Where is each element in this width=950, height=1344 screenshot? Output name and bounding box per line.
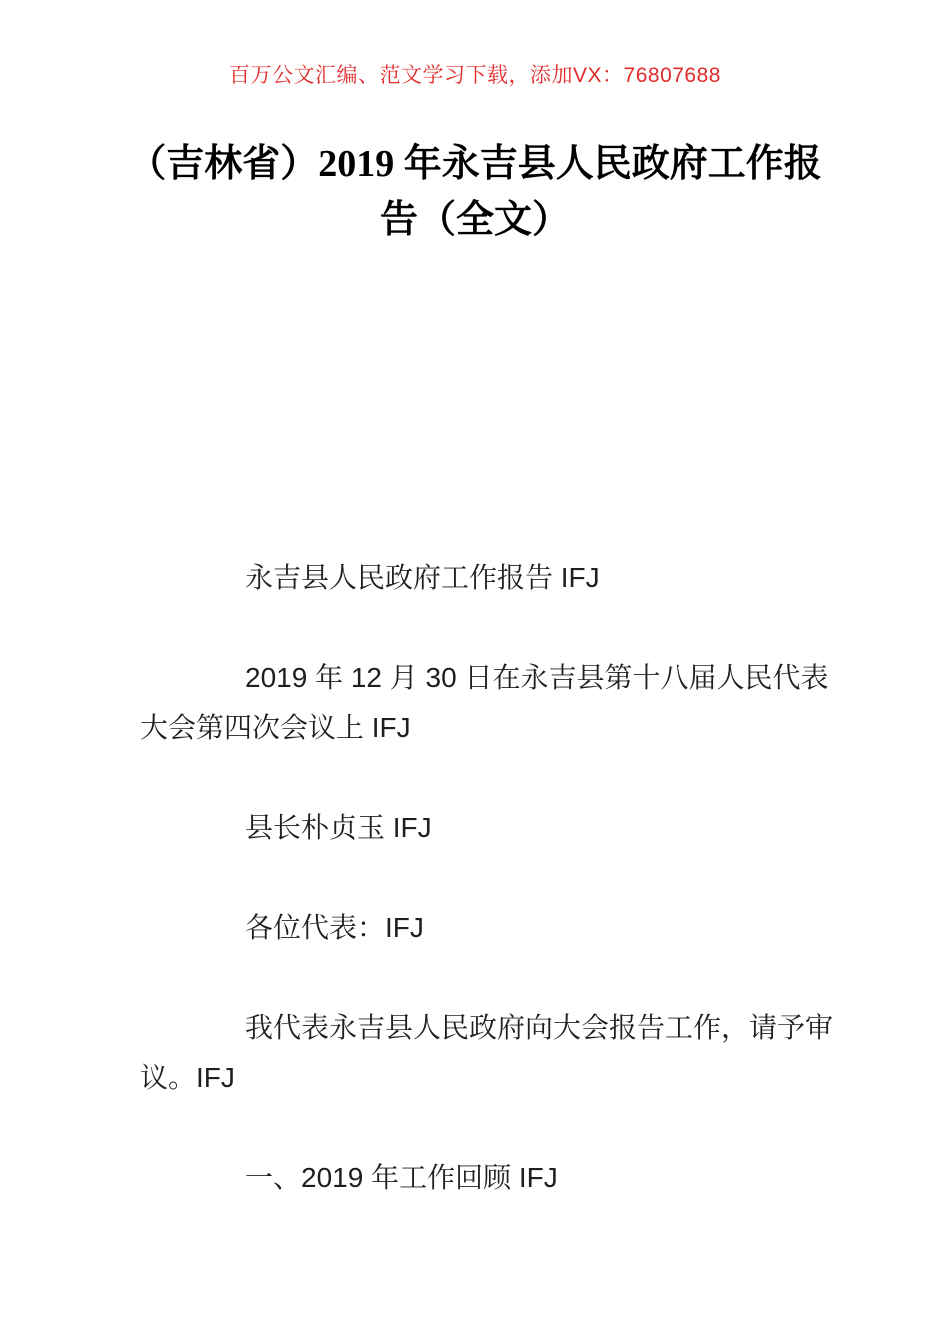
paragraph-line: 2019 年 12 月 30 日在永吉县第十八届人民代表 — [245, 662, 829, 693]
paragraph-section-heading — [140, 1153, 810, 1203]
title-segment-main: 年永吉县人民政府工作报 — [403, 143, 822, 185]
document-body — [140, 553, 834, 1203]
title-segment-province: （吉林省） — [128, 143, 319, 185]
document-title — [60, 136, 890, 248]
title-segment-year: 2019 — [318, 143, 404, 185]
paragraph-line: 永吉县人民政府工作报告 IFJ — [245, 562, 600, 593]
paragraph-line: 县长朴贞玉 IFJ — [245, 812, 432, 843]
paragraph-meeting-date — [140, 653, 829, 753]
paragraph-speaker — [140, 803, 810, 853]
watermark-notice: 百万公文汇编、范文学习下载，添加VX：76807688 — [229, 64, 721, 87]
paragraph-line: 各位代表：IFJ — [245, 912, 424, 943]
title-line-2: 告（全文） — [379, 199, 570, 241]
paragraph-line: 大会第四次会议上 IFJ — [140, 712, 411, 743]
paragraph-intro — [140, 1003, 834, 1103]
title-line-1 — [60, 136, 890, 192]
paragraph-report-title — [140, 553, 810, 603]
paragraph-salutation — [140, 903, 810, 953]
paragraph-line: 我代表永吉县人民政府向大会报告工作，请予审 — [245, 1012, 834, 1043]
paragraph-line: 议。IFJ — [140, 1062, 235, 1093]
paragraph-line: 一、2019 年工作回顾 IFJ — [245, 1162, 558, 1193]
